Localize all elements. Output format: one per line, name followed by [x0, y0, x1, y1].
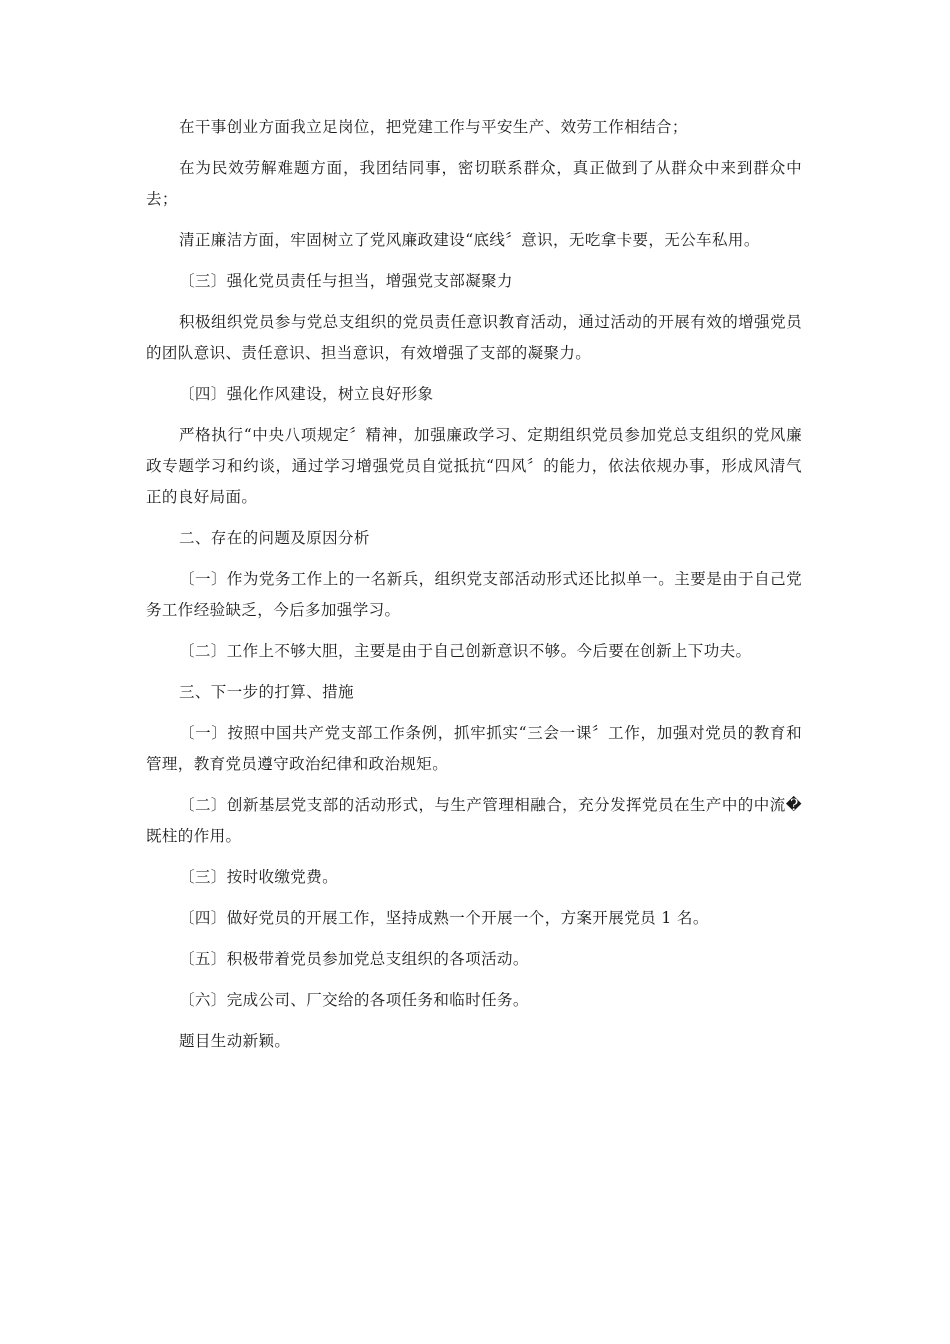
- paragraph-step-2: 〔二〕创新基层党支部的活动形式，与生产管理相融合，充分发挥党员在生产中的中流�既柱的作用。: [146, 796, 802, 845]
- paragraph-responsibility: 积极组织党员参与党总支组织的党员责任意识教育活动，通过活动的开展有效的增强党员的团队意识、责任意识、担当意识，有效增强了支部的凝聚力。: [146, 313, 802, 362]
- paragraph-step-3: 〔三〕按时收缴党费。: [179, 868, 339, 886]
- paragraph-work-integration: 在干事创业方面我立足岗位，把党建工作与平安生产、效劳工作相结合；: [179, 118, 688, 136]
- heading-problems: 二、存在的问题及原因分析: [179, 529, 370, 547]
- paragraph-serve-people: 在为民效劳解难题方面，我团结同事，密切联系群众，真正做到了从群众中来到群众中去；: [146, 159, 802, 208]
- paragraph-work-style: 严格执行“中央八项规定〞精神，加强廉政学习、定期组织党员参加党总支组织的党风廉政专题学习和约谈，通过学习增强党员自觉抵抗“四风〞的能力，依法依规办事，形成风清气正的良好局面。: [146, 426, 802, 506]
- paragraph-step-5: 〔五〕积极带着党员参加党总支组织的各项活动。: [179, 950, 529, 968]
- heading-next-steps: 三、下一步的打算、措施: [179, 683, 354, 701]
- paragraph-integrity: 清正廉洁方面，牢固树立了党风廉政建设“底线〞意识，无吃拿卡要，无公车私用。: [179, 231, 760, 249]
- heading-section-4: 〔四〕强化作风建设，树立良好形象: [179, 385, 434, 403]
- paragraph-closing-note: 题目生动新颖。: [179, 1032, 291, 1050]
- paragraph-problem-2: 〔二〕工作上不够大胆，主要是由于自己创新意识不够。今后要在创新上下功夫。: [179, 642, 752, 660]
- document-body: [146, 112, 802, 1067]
- paragraph-problem-1: 〔一〕作为党务工作上的一名新兵，组织党支部活动形式还比拟单一。主要是由于自己党务工作经验缺乏，今后多加强学习。: [146, 570, 802, 619]
- paragraph-step-6: 〔六〕完成公司、厂交给的各项任务和临时任务。: [179, 991, 529, 1009]
- paragraph-step-4: 〔四〕做好党员的开展工作，坚持成熟一个开展一个，方案开展党员 1 名。: [179, 909, 709, 927]
- paragraph-step-1: 〔一〕按照中国共产党支部工作条例，抓牢抓实“三会一课〞工作，加强对党员的教育和管理，教育党员遵守政治纪律和政治规矩。: [146, 724, 802, 773]
- heading-section-3: 〔三〕强化党员责任与担当，增强党支部凝聚力: [179, 272, 513, 290]
